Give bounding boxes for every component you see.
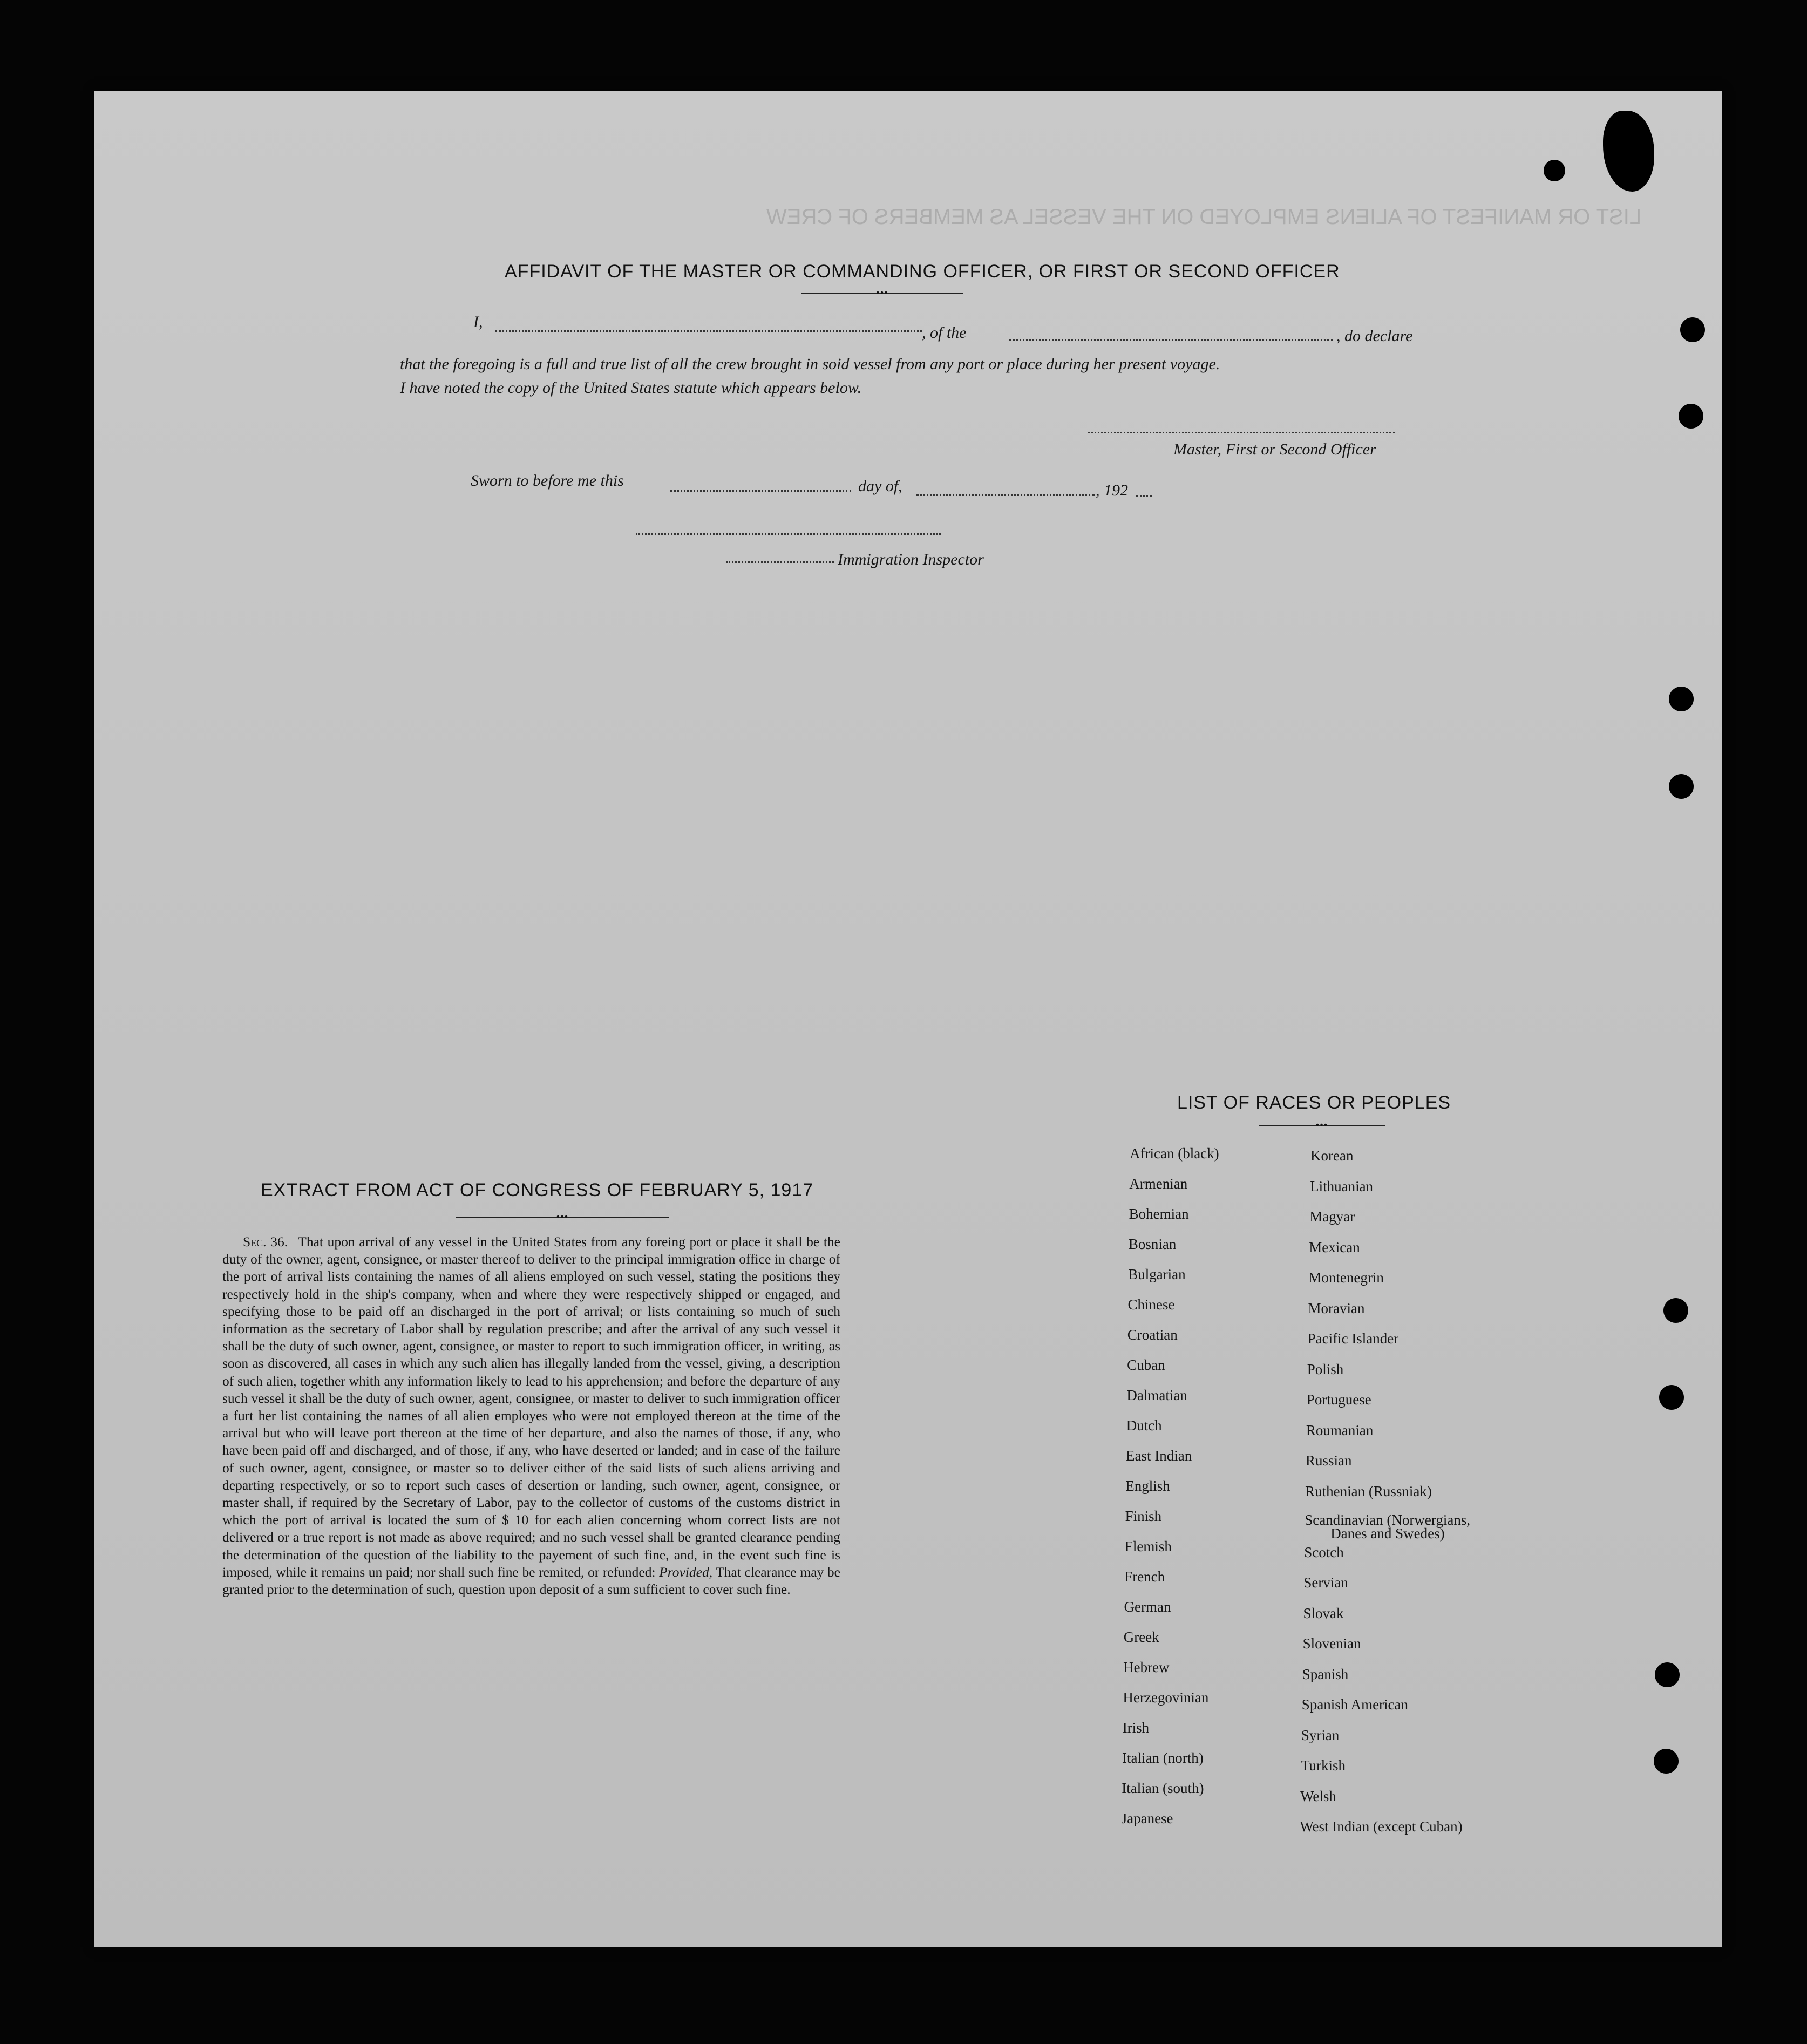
race-item: West Indian (except Cuban)	[1300, 1818, 1463, 1835]
race-item: Mexican	[1309, 1239, 1360, 1255]
race-item: Roumanian	[1306, 1422, 1374, 1438]
race-item: Slovak	[1303, 1605, 1344, 1621]
race-item: Croatian	[1127, 1327, 1178, 1343]
inspector-signature-field[interactable]	[636, 533, 941, 535]
affidavit-heading: AFFIDAVIT OF THE MASTER OR COMMANDING OFFICER, OR FIRST OR SECOND OFFICER	[505, 261, 1340, 282]
affidavit-i: I,	[473, 313, 483, 331]
affidavit-do-declare: , do declare	[1336, 327, 1413, 345]
race-item: Cuban	[1127, 1357, 1165, 1373]
punch-hole	[1680, 317, 1705, 342]
race-item: Magyar	[1309, 1208, 1355, 1225]
race-item: Slovenian	[1302, 1635, 1361, 1652]
extract-heading-rule: •••	[456, 1217, 669, 1218]
race-item: Japanese	[1121, 1810, 1173, 1826]
punch-hole	[1669, 687, 1694, 711]
race-item: Chinese	[1127, 1296, 1175, 1313]
punch-hole	[1659, 1385, 1684, 1410]
race-item: Moravian	[1308, 1300, 1365, 1316]
race-item: Bulgarian	[1128, 1266, 1186, 1282]
name-field[interactable]	[495, 330, 922, 332]
affidavit-of-the: , of the	[922, 324, 967, 342]
race-item: Ruthenian (Russniak)	[1305, 1483, 1432, 1499]
year-text: , 192	[1096, 481, 1128, 499]
race-item: Armenian	[1129, 1176, 1188, 1192]
race-item: Servian	[1303, 1574, 1348, 1591]
signature-field[interactable]	[1088, 432, 1395, 433]
race-item: African (black)	[1130, 1145, 1219, 1162]
race-item: Bosnian	[1128, 1236, 1177, 1252]
affidavit-heading-rule: •••	[801, 293, 963, 294]
race-item: Spanish American	[1301, 1696, 1409, 1713]
race-item: Spanish	[1302, 1666, 1349, 1682]
race-item: Syrian	[1301, 1727, 1340, 1743]
punch-hole	[1654, 1749, 1679, 1774]
race-item: Hebrew	[1123, 1659, 1170, 1675]
race-item: Pacific Islander	[1307, 1330, 1399, 1347]
race-item: Korean	[1310, 1147, 1354, 1164]
race-item: Turkish	[1301, 1757, 1346, 1774]
race-item: Polish	[1307, 1361, 1344, 1377]
race-item: Italian (south)	[1122, 1780, 1204, 1796]
section-tail: That clearance may be granted prior to the determination of such, question upon deposit of a sum sufficient to cover such fine.	[222, 1564, 840, 1598]
race-item: Herzegovinian	[1123, 1689, 1209, 1706]
race-item: Portuguese	[1306, 1391, 1371, 1408]
races-heading-rule: •••	[1259, 1125, 1385, 1126]
inspector-prefix-field[interactable]	[726, 561, 834, 563]
vessel-field[interactable]	[1009, 339, 1333, 341]
race-item: Irish	[1122, 1720, 1150, 1736]
race-item: Montenegrin	[1308, 1269, 1384, 1286]
punch-hole	[1544, 160, 1565, 181]
punch-hole	[1669, 774, 1694, 799]
sworn-text: Sworn to before me this	[471, 472, 624, 490]
day-of-text: day of,	[858, 477, 902, 495]
race-item: Dutch	[1126, 1417, 1162, 1434]
punch-hole	[1655, 1662, 1680, 1687]
sworn-day-field[interactable]	[670, 490, 851, 492]
extract-heading: EXTRACT FROM ACT OF CONGRESS OF FEBRUARY 5, 1917	[261, 1180, 814, 1200]
provided-word: Provided,	[659, 1564, 713, 1580]
race-item: Greek	[1123, 1629, 1159, 1645]
race-item: Scotch	[1304, 1544, 1344, 1560]
race-item: Russian	[1306, 1452, 1352, 1469]
race-item: Scandinavian (Norwergians, Danes and Swedes)	[1305, 1512, 1471, 1542]
year-field[interactable]	[1136, 495, 1152, 497]
races-heading: LIST OF RACES OR PEOPLES	[1177, 1092, 1451, 1113]
race-item: French	[1124, 1568, 1165, 1585]
inspector-label: Immigration Inspector	[838, 551, 984, 568]
race-item: Lithuanian	[1310, 1178, 1374, 1194]
race-item: German	[1124, 1599, 1171, 1615]
bleed-through-text: LIST OR MANIFEST OF ALIENS EMPLOYED ON THE VESSEL AS MEMBERS OF CREW	[766, 205, 1642, 229]
signature-label: Master, First or Second Officer	[1173, 440, 1376, 458]
affidavit-line2: that the foregoing is a full and true list of all the crew brought in soid vessel from any port or place during her present voyage.	[400, 355, 1220, 373]
punch-hole	[1679, 404, 1703, 429]
race-item: Finish	[1125, 1508, 1162, 1524]
affidavit-line3: I have noted the copy of the United States statute which appears below.	[400, 379, 862, 397]
act-section-36	[222, 1233, 840, 1598]
race-item: Flemish	[1124, 1538, 1172, 1554]
race-item: Dalmatian	[1126, 1387, 1187, 1403]
sworn-month-field[interactable]	[916, 494, 1095, 496]
race-item: English	[1125, 1478, 1170, 1494]
race-item: Bohemian	[1129, 1206, 1189, 1222]
race-item: Italian (north)	[1122, 1750, 1204, 1766]
section-label: Sec. 36.	[243, 1234, 288, 1250]
punch-hole	[1663, 1298, 1688, 1323]
section-body: That upon arrival of any vessel in the United States from any foreing port or place it shall be the duty of the owner, agent, consignee, or master thereof to deliver to the principal immigration office in charge of the port of arrival lists containing the names of all aliens employed on such vessel, stating the positions they respectively hold in the ship's company, when and where they were respectively shipped or engaged, and specifying those to be paid off an discharged in the port of arrival; or lists containing so much of such information as the secretary of Labor shall by regulation prescribe; and after the arrival of any such vessel it shall be the duty of such owner, agent, consignee, or master to report to such immigration officer, in writing, as soon as discovered, all cases in which any such alien has illegally landed from the vessel, giving, a description of such alien, together whith any information likely to lead to his apprehension; and before the departure of any such vessel it shall be the duty of such owner, agent, consignee, or master to deliver to such immigration officer a furt her list containing the names of all alien employes who were not employed thereon at the time of the arrival but who will leave port thereon at the time of her departure, and also the names of those, if any, who have been paid off and discharged, and of those, if any, who have deserted or landed; and in case of the failure of such owner, agent, consignee, or master so to deliver either of the said lists of such aliens arriving and departing respectively, or so to report such cases of desertion or landing, such owner, agent, consignee, or master shall, if required by the Secretary of Labor, pay to the collector of customs of the customs district in which the port of arrival is located the sum of $ 10 for each alien concerning whom correct lists are not delivered or a true report is not made as above required; and no such vessel shall be granted clearance pending the determination of the question of the liability to the payement of such fine, and, in the event such fine is imposed, while it remains un paid; nor shall such fine be remited, or refunded:	[222, 1234, 840, 1580]
race-item: Welsh	[1300, 1788, 1336, 1804]
race-item: East Indian	[1126, 1448, 1192, 1464]
